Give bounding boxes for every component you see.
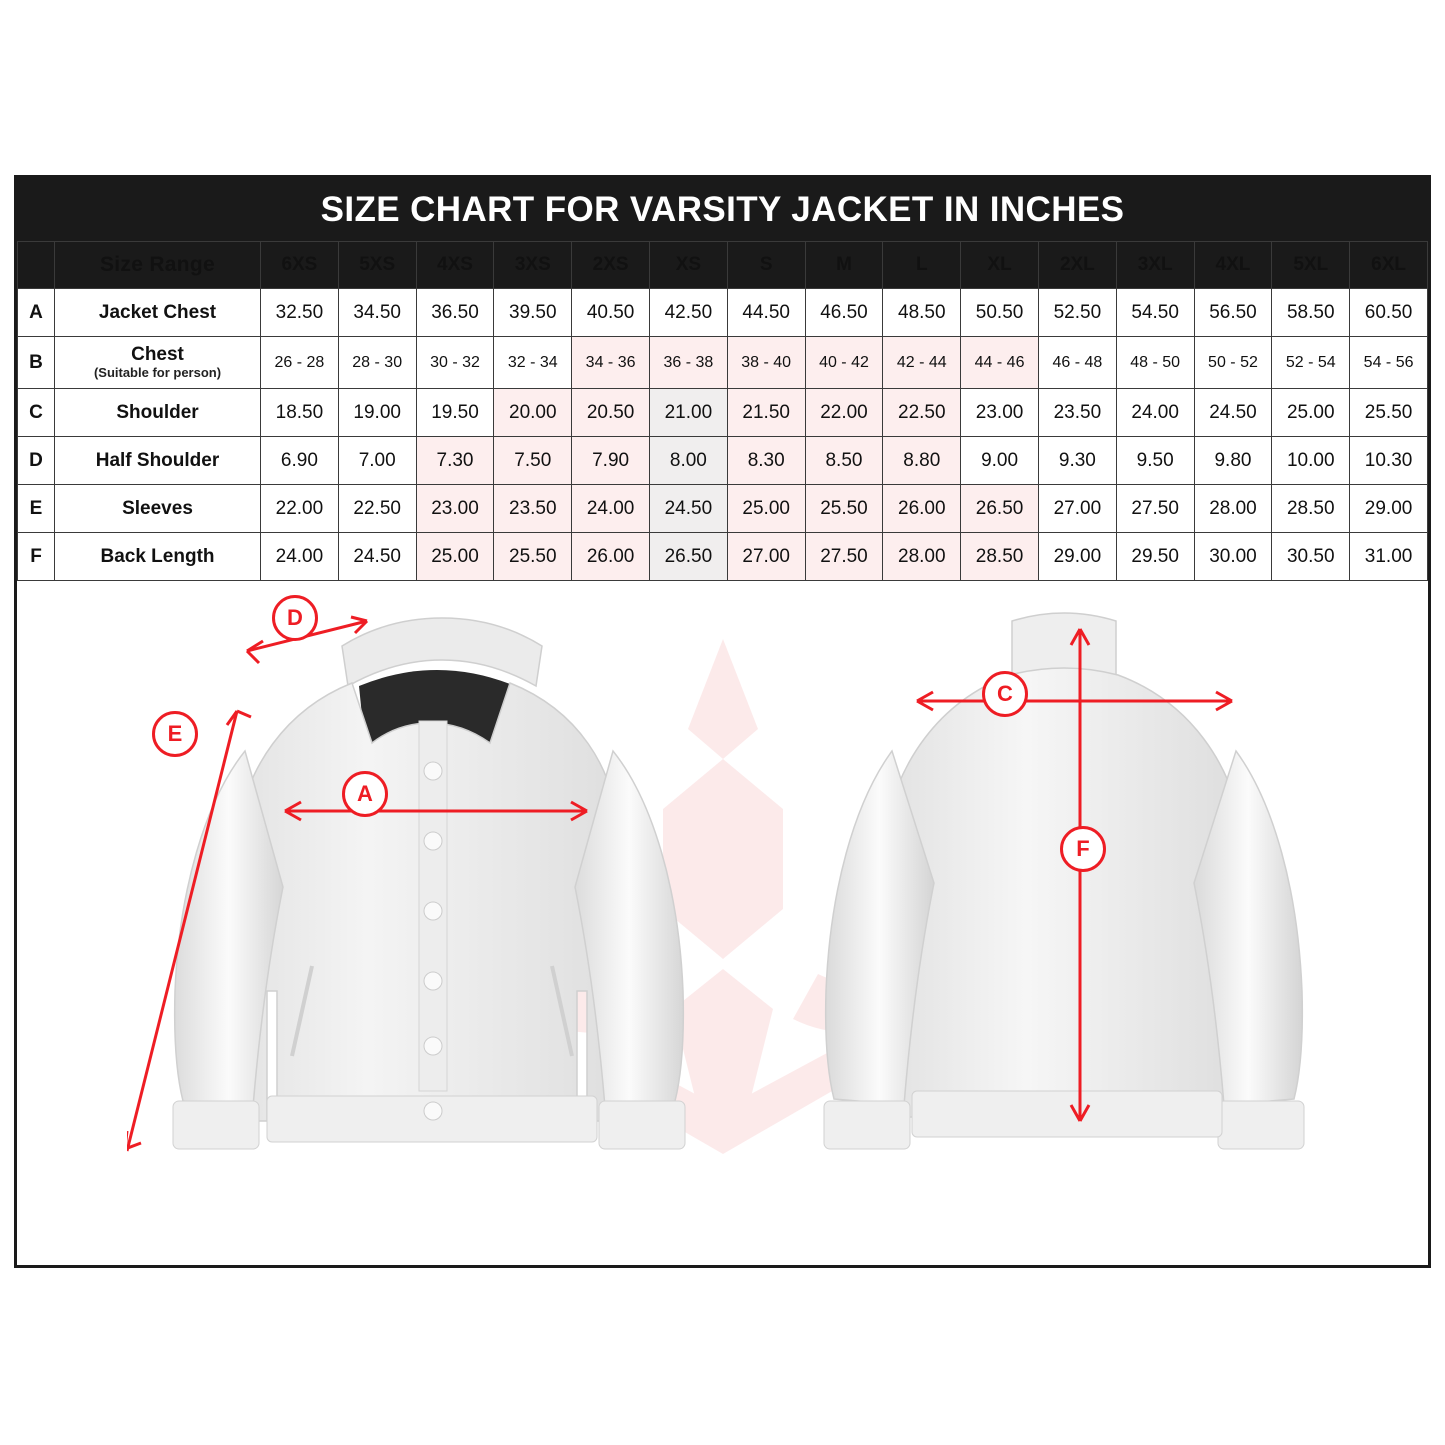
cell-e-5xs: 22.50	[338, 485, 416, 533]
table-row	[18, 437, 1428, 485]
cell-e-l: 26.00	[883, 485, 961, 533]
cell-c-5xl: 25.00	[1272, 389, 1350, 437]
row-label-half-shoulder: Half Shoulder	[55, 437, 261, 485]
table-row	[18, 485, 1428, 533]
cell-e-3xs: 23.50	[494, 485, 572, 533]
cell-e-3xl: 27.50	[1116, 485, 1194, 533]
cell-d-3xl: 9.50	[1116, 437, 1194, 485]
header-col-5xl: 5XL	[1272, 242, 1350, 289]
cell-b-2xl: 46 - 48	[1038, 337, 1116, 389]
cell-c-6xs: 18.50	[261, 389, 339, 437]
cell-d-xl: 9.00	[961, 437, 1039, 485]
row-letter-c: C	[18, 389, 55, 437]
cell-c-xl: 23.00	[961, 389, 1039, 437]
table-row	[18, 533, 1428, 581]
row-letter-a: A	[18, 289, 55, 337]
cell-a-6xl: 60.50	[1350, 289, 1428, 337]
cell-d-xs: 8.00	[649, 437, 727, 485]
cell-c-2xl: 23.50	[1038, 389, 1116, 437]
cell-f-4xs: 25.00	[416, 533, 494, 581]
cell-a-2xs: 40.50	[572, 289, 650, 337]
cell-b-l: 42 - 44	[883, 337, 961, 389]
chart-title-bar	[17, 178, 1428, 241]
header-col-3xs: 3XS	[494, 242, 572, 289]
cell-c-s: 21.50	[727, 389, 805, 437]
marker-d: D	[272, 595, 318, 641]
marker-a: A	[342, 771, 388, 817]
cell-d-6xs: 6.90	[261, 437, 339, 485]
cell-e-6xl: 29.00	[1350, 485, 1428, 533]
cell-a-2xl: 52.50	[1038, 289, 1116, 337]
cell-e-m: 25.50	[805, 485, 883, 533]
cell-d-4xl: 9.80	[1194, 437, 1272, 485]
cell-f-s: 27.00	[727, 533, 805, 581]
row-label-chest-text: Chest	[131, 344, 184, 366]
cell-b-2xs: 34 - 36	[572, 337, 650, 389]
header-col-6xl: 6XL	[1350, 242, 1428, 289]
row-label-jacket-chest: Jacket Chest	[55, 289, 261, 337]
cell-a-4xs: 36.50	[416, 289, 494, 337]
header-col-l: L	[883, 242, 961, 289]
header-col-3xl: 3XL	[1116, 242, 1194, 289]
header-col-2xs: 2XS	[572, 242, 650, 289]
cell-b-xl: 44 - 46	[961, 337, 1039, 389]
row-label-sleeves: Sleeves	[55, 485, 261, 533]
cell-d-3xs: 7.50	[494, 437, 572, 485]
cell-f-3xs: 25.50	[494, 533, 572, 581]
cell-d-s: 8.30	[727, 437, 805, 485]
cell-f-4xl: 30.00	[1194, 533, 1272, 581]
cell-e-5xl: 28.50	[1272, 485, 1350, 533]
row-letter-b: B	[18, 337, 55, 389]
header-col-xl: XL	[961, 242, 1039, 289]
cell-d-2xl: 9.30	[1038, 437, 1116, 485]
header-col-5xs: 5XS	[338, 242, 416, 289]
cell-f-2xl: 29.00	[1038, 533, 1116, 581]
header-col-xs: XS	[649, 242, 727, 289]
cell-f-6xs: 24.00	[261, 533, 339, 581]
cell-e-2xl: 27.00	[1038, 485, 1116, 533]
cell-f-xl: 28.50	[961, 533, 1039, 581]
cell-c-xs: 21.00	[649, 389, 727, 437]
row-letter-f: F	[18, 533, 55, 581]
row-label-chest-sub: (Suitable for person)	[93, 365, 222, 381]
cell-b-xs: 36 - 38	[649, 337, 727, 389]
row-letter-d: D	[18, 437, 55, 485]
cell-a-5xs: 34.50	[338, 289, 416, 337]
cell-f-6xl: 31.00	[1350, 533, 1428, 581]
cell-c-6xl: 25.50	[1350, 389, 1428, 437]
cell-c-2xs: 20.50	[572, 389, 650, 437]
marker-c: C	[982, 671, 1028, 717]
cell-f-5xl: 30.50	[1272, 533, 1350, 581]
table-body	[18, 289, 1428, 581]
header-col-4xs: 4XS	[416, 242, 494, 289]
cell-c-3xl: 24.00	[1116, 389, 1194, 437]
size-chart-card	[14, 175, 1431, 1268]
cell-e-4xl: 28.00	[1194, 485, 1272, 533]
page-title: SIZE CHART FOR VARSITY JACKET IN INCHES	[320, 189, 1125, 229]
cell-d-l: 8.80	[883, 437, 961, 485]
header-col-s: S	[727, 242, 805, 289]
header-letter-spacer	[18, 242, 55, 289]
table-header	[18, 242, 1428, 289]
cell-c-m: 22.00	[805, 389, 883, 437]
cell-b-m: 40 - 42	[805, 337, 883, 389]
cell-e-s: 25.00	[727, 485, 805, 533]
cell-f-3xl: 29.50	[1116, 533, 1194, 581]
cell-a-l: 48.50	[883, 289, 961, 337]
marker-f: F	[1060, 826, 1106, 872]
header-col-6xs: 6XS	[261, 242, 339, 289]
cell-b-5xs: 28 - 30	[338, 337, 416, 389]
cell-f-l: 28.00	[883, 533, 961, 581]
cell-d-5xl: 10.00	[1272, 437, 1350, 485]
cell-e-xs: 24.50	[649, 485, 727, 533]
marker-e: E	[152, 711, 198, 757]
header-col-4xl: 4XL	[1194, 242, 1272, 289]
cell-e-xl: 26.50	[961, 485, 1039, 533]
cell-a-xs: 42.50	[649, 289, 727, 337]
cell-d-6xl: 10.30	[1350, 437, 1428, 485]
header-size-range: Size Range	[55, 242, 261, 289]
cell-e-4xs: 23.00	[416, 485, 494, 533]
jacket-front-illustration	[127, 591, 727, 1211]
cell-a-3xl: 54.50	[1116, 289, 1194, 337]
cell-b-3xl: 48 - 50	[1116, 337, 1194, 389]
row-label-back-length: Back Length	[55, 533, 261, 581]
cell-b-3xs: 32 - 34	[494, 337, 572, 389]
cell-b-6xs: 26 - 28	[261, 337, 339, 389]
row-label-chest	[55, 337, 261, 389]
cell-b-4xl: 50 - 52	[1194, 337, 1272, 389]
cell-d-m: 8.50	[805, 437, 883, 485]
table-row	[18, 337, 1428, 389]
cell-f-xs: 26.50	[649, 533, 727, 581]
cell-a-s: 44.50	[727, 289, 805, 337]
cell-d-5xs: 7.00	[338, 437, 416, 485]
row-label-shoulder: Shoulder	[55, 389, 261, 437]
cell-f-5xs: 24.50	[338, 533, 416, 581]
cell-c-5xs: 19.00	[338, 389, 416, 437]
size-chart-table	[17, 241, 1428, 581]
cell-e-2xs: 24.00	[572, 485, 650, 533]
cell-f-m: 27.50	[805, 533, 883, 581]
cell-c-4xs: 19.50	[416, 389, 494, 437]
table-header-row	[18, 242, 1428, 289]
cell-a-m: 46.50	[805, 289, 883, 337]
cell-a-6xs: 32.50	[261, 289, 339, 337]
cell-b-4xs: 30 - 32	[416, 337, 494, 389]
cell-a-xl: 50.50	[961, 289, 1039, 337]
table-row	[18, 289, 1428, 337]
cell-c-l: 22.50	[883, 389, 961, 437]
cell-c-4xl: 24.50	[1194, 389, 1272, 437]
cell-a-5xl: 58.50	[1272, 289, 1350, 337]
cell-e-6xs: 22.00	[261, 485, 339, 533]
row-letter-e: E	[18, 485, 55, 533]
cell-a-4xl: 56.50	[1194, 289, 1272, 337]
cell-d-4xs: 7.30	[416, 437, 494, 485]
header-col-2xl: 2XL	[1038, 242, 1116, 289]
cell-f-2xs: 26.00	[572, 533, 650, 581]
jacket-back-illustration	[762, 591, 1362, 1211]
cell-c-3xs: 20.00	[494, 389, 572, 437]
jacket-illustration-area	[17, 581, 1428, 1251]
cell-a-3xs: 39.50	[494, 289, 572, 337]
cell-b-s: 38 - 40	[727, 337, 805, 389]
table-row	[18, 389, 1428, 437]
cell-b-6xl: 54 - 56	[1350, 337, 1428, 389]
header-col-m: M	[805, 242, 883, 289]
cell-b-5xl: 52 - 54	[1272, 337, 1350, 389]
cell-d-2xs: 7.90	[572, 437, 650, 485]
